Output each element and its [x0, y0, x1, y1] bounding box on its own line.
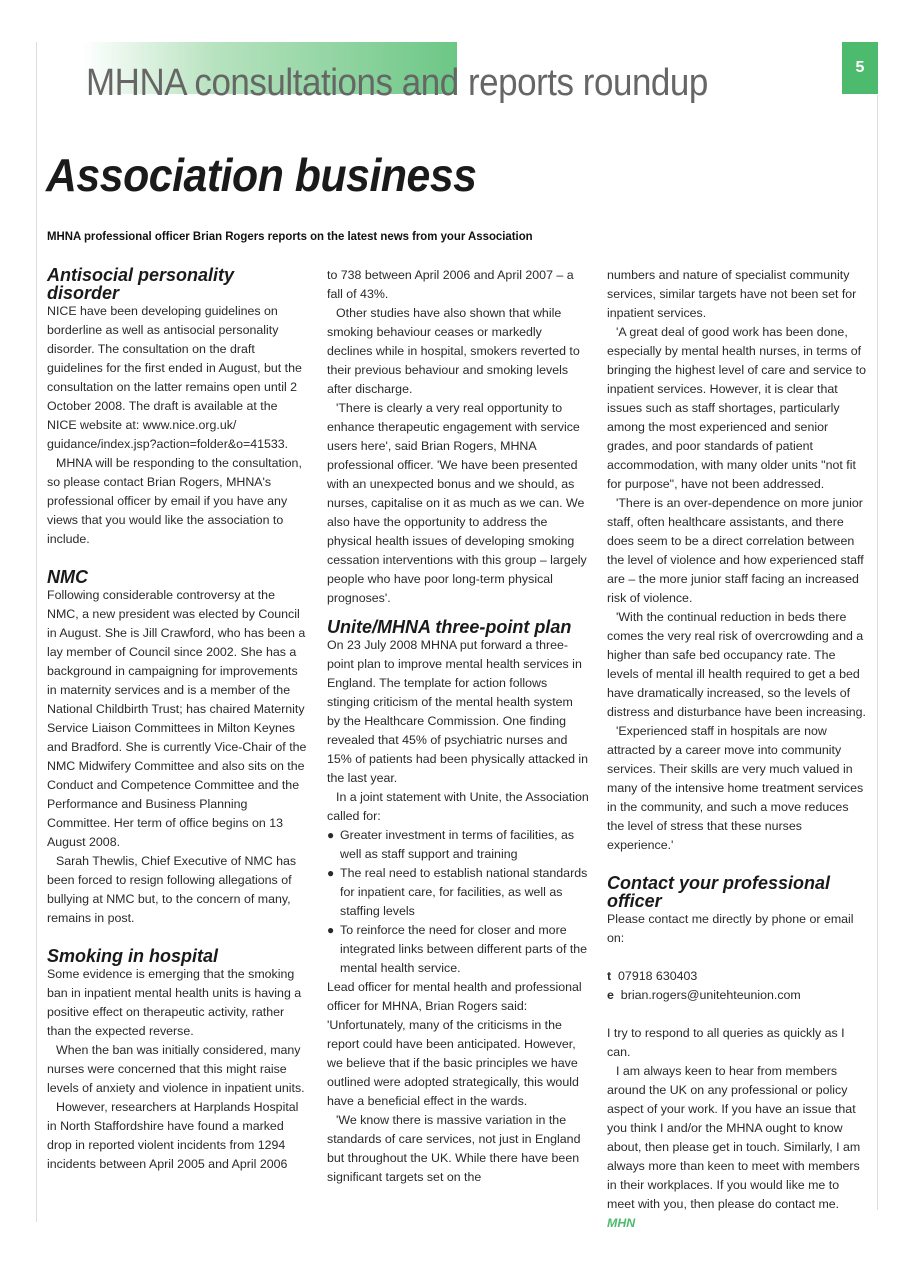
- contact-phone: [607, 967, 869, 986]
- section-heading: Unite/MHNA three-point plan: [327, 617, 572, 637]
- standfirst: MHNA professional officer Brian Rogers reports on the latest news from your Association: [47, 229, 533, 243]
- paragraph-text: On 23 July 2008 MHNA put forward a three-point plan to improve mental health services in England. The template for action follows stinging criticism of the mental health system by the Healthcare Commission. One finding revealed that 45% of psychiatric nurses and 15% of patients had been physically attacked in the last year.: [327, 638, 589, 785]
- paragraph-text: Some evidence is emerging that the smoking ban in inpatient mental health units is having a positive effect on therapeutic activity, rather than the expected reverse.: [47, 967, 302, 1038]
- paragraph: [607, 1062, 869, 1233]
- paragraph-text: NICE have been developing guidelines on borderline as well as antisocial personality disorder. The consultation on the draft guidelines for the first ended in August, but the consultation on the latter remains open until 2 October 2008. The draft is available at the NICE website at: www.nice.org.uk/ guidance/index.jsp?action=folder&o=41533.: [47, 304, 302, 451]
- paragraph: [607, 608, 869, 722]
- paragraph: [327, 266, 589, 304]
- paragraph-text: I am always keen to hear from members around the UK on any professional or policy aspect of your work. If you have an issue that you think I and/or the MHNA ought to know about, then please get in touch. Similarly, I am always more than keen to meet with members in their workplaces. If you would like me to meet with you, then please do contact me.: [607, 1064, 861, 1211]
- contact-label: t: [607, 969, 612, 983]
- paragraph-text: When the ban was initially considered, many nurses were concerned that this might raise levels of anxiety and violence in inpatient units.: [47, 1043, 305, 1095]
- paragraph: [327, 1111, 589, 1187]
- paragraph: [607, 323, 869, 494]
- paragraph-text: 'There is clearly a very real opportunity to enhance therapeutic engagement with service users here', said Brian Rogers, MHNA professional officer. 'We have been presented with an unexpected bonus and we should, as nurses, capitalise on it as much as we can. We also have the opportunity to address the physical health issues of developing smoking cessation interventions with this group – largely people who have poor long-term physical prognoses'.: [327, 401, 587, 605]
- bullet-item: ● Greater investment in terms of facilities, as well as staff support and training: [327, 826, 589, 864]
- section-heading: Antisocial personality disorder: [47, 265, 235, 303]
- paragraph-text: I try to respond to all queries as quickly as I can.: [607, 1026, 845, 1059]
- section-heading: NMC: [47, 567, 88, 587]
- paragraph-text: 'There is an over-dependence on more junior staff, often healthcare assistants, and there does seem to be a direct correlation between the level of violence and how experienced staff are – the more junior staff facing an increased risk of violence.: [607, 496, 864, 605]
- paragraph: [327, 636, 589, 788]
- bullet-item: ● The real need to establish national standards for inpatient care, for facilities, as well as staffing levels: [327, 864, 589, 921]
- paragraph-text: 'With the continual reduction in beds there comes the very real risk of overcrowding and a higher than safe bed occupancy rate. The levels of mental ill health required to get a bed have dramatically increased, so the levels of distress and disturbance have been increasing.: [607, 610, 866, 719]
- page-margin-rule: [877, 95, 878, 1210]
- article-column-2: [327, 266, 589, 1187]
- paragraph: [607, 1024, 869, 1062]
- paragraph: [47, 454, 309, 549]
- paragraph: [47, 586, 309, 852]
- paragraph: [47, 1041, 309, 1098]
- paragraph-text: Other studies have also shown that while smoking behaviour ceases or markedly declines while in hospital, smokers reverted to their previous behaviour and smoking levels after discharge.: [327, 306, 580, 396]
- article-column-1: [47, 266, 309, 1174]
- contact-value[interactable]: brian.rogers@unitehteunion.com: [620, 988, 801, 1002]
- paragraph: [607, 494, 869, 608]
- contact-value: 07918 630403: [618, 969, 698, 983]
- paragraph: [47, 852, 309, 928]
- section-title: MHNA consultations and reports roundup: [86, 62, 708, 104]
- page-margin-rule: [36, 42, 37, 1222]
- paragraph-text: In a joint statement with Unite, the Association called for:: [327, 790, 589, 823]
- page-number: 5: [842, 42, 878, 94]
- paragraph: [47, 302, 309, 454]
- paragraph-text: 'A great deal of good work has been done, especially by mental health nurses, in terms of bringing the highest level of care and service to inpatient services. However, it is clear that issues such as staff shortages, particularly among the most experienced and senior grades, and poor standards of patient accommodation, with many older units "not fit for purpose", have not been addressed.: [607, 325, 866, 491]
- paragraph-text: 'Experienced staff in hospitals are now attracted by a career move into community services. Their skills are very much valued in many of the intensive home treatment services in the community, and such a move reduces the level of stress that these nurses experience.': [607, 724, 864, 852]
- paragraph: [607, 722, 869, 855]
- paragraph-text: 'We know there is massive variation in the standards of care services, not just in England but throughout the UK. While there have been significant targets set on the: [327, 1113, 581, 1184]
- paragraph: [327, 399, 589, 608]
- paragraph: [327, 788, 589, 826]
- paragraph-text: Lead officer for mental health and professional officer for MHNA, Brian Rogers said: 'Unfortunately, many of the criticisms in the report could have been anticipated. However, we believe that if the basic principles we have outlined were adopted strategically, this would have a beneficial effect in the wards.: [327, 980, 582, 1108]
- contact-email: [607, 986, 869, 1005]
- paragraph: [47, 965, 309, 1041]
- paragraph: [327, 978, 589, 1111]
- paragraph-text: numbers and nature of specialist community services, similar targets have not been set for inpatient services.: [607, 268, 857, 320]
- section-heading: Contact your professional officer: [607, 873, 831, 911]
- paragraph-text: MHNA will be responding to the consultation, so please contact Brian Rogers, MHNA's professional officer by email if you have any views that you would like the association to include.: [47, 456, 302, 546]
- paragraph-text: to 738 between April 2006 and April 2007 – a fall of 43%.: [327, 268, 574, 301]
- paragraph: [607, 910, 869, 948]
- page-title: Association business: [46, 149, 477, 201]
- paragraph: [607, 266, 869, 323]
- signoff-mark: MHN: [607, 1216, 636, 1230]
- section-heading: Smoking in hospital: [47, 946, 219, 966]
- article-column-3: [607, 266, 869, 1233]
- paragraph-text: Please contact me directly by phone or email on:: [607, 912, 854, 945]
- bullet-item: ● To reinforce the need for closer and more integrated links between different parts of the mental health service.: [327, 921, 589, 978]
- paragraph: [327, 304, 589, 399]
- bullet-list: [327, 826, 589, 978]
- paragraph-text: Sarah Thewlis, Chief Executive of NMC has been forced to resign following allegations of bullying at NMC but, to the concern of many, remains in post.: [47, 854, 297, 925]
- contact-label: e: [607, 988, 614, 1002]
- paragraph-text: Following considerable controversy at the NMC, a new president was elected by Council in August. She is Jill Crawford, who has been a lay member of Council since 2002. She has a background in campaigning for improvements in maternity services and is a member of the National Childbirth Trust; has chaired Maternity Service Liaison Committees in Milton Keynes and Bradford. She is currently Vice-Chair of the NMC Midwifery Committee and also sits on the Conduct and Competence Committee and the Performance and Business Planning Committee. Her term of office begins on 13 August 2008.: [47, 588, 307, 849]
- paragraph: [47, 1098, 309, 1174]
- paragraph-text: However, researchers at Harplands Hospital in North Staffordshire have found a marked drop in reported violent incidents from 1294 incidents between April 2005 and April 2006: [47, 1100, 299, 1171]
